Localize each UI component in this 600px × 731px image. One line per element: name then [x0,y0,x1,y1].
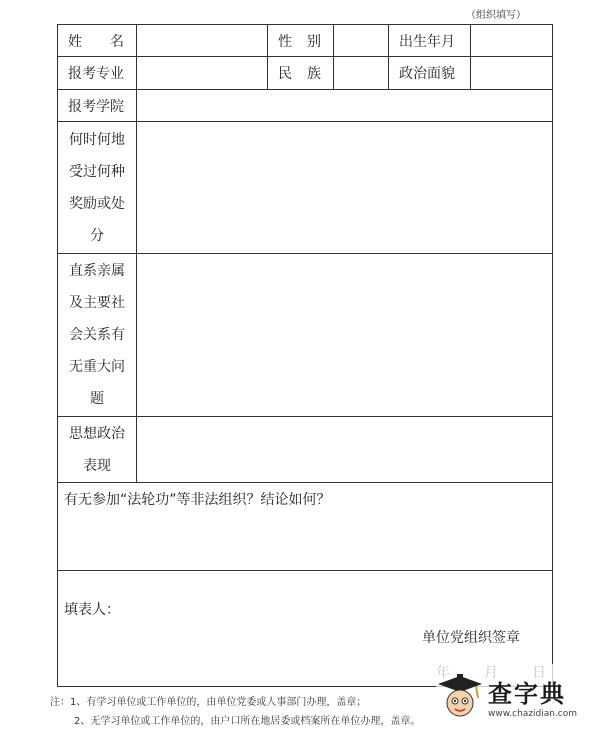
filler-label: 填表人： [64,602,120,618]
ideology-label-line-1: 思想政治 [69,425,125,442]
awards-label-line-1: 何时何地 [69,131,125,148]
relatives-label-line-1: 直系亲属 [69,263,125,279]
awards-label-line-2: 受过何种 [69,163,125,180]
awards-value-cell[interactable] [137,122,553,254]
ethnicity-value-cell[interactable] [334,57,389,90]
ethnicity-label-cell [268,57,334,90]
ideology-value-cell[interactable] [137,417,553,483]
watermark-title: 查字典 [488,679,566,708]
site-watermark [436,664,596,728]
relatives-label-line-4: 无重大问 [69,359,125,375]
name-value-cell[interactable] [137,25,268,57]
relatives-label-line-5: 题 [90,391,104,407]
awards-label [58,122,137,254]
political-status-value-cell[interactable] [471,57,553,90]
ethnicity-label-char-1: 民 [278,66,292,82]
ethnicity-label-char-2: 族 [307,66,321,82]
college-value-cell[interactable] [137,90,553,122]
name-label-cell [58,25,137,57]
gender-label-char-2: 别 [307,33,321,50]
name-label-char-2: 名 [110,33,124,50]
header-note: （组织填写） [466,10,526,21]
footer-note-1: 注：1、有学习单位或工作单位的，由单位党委或人事部门办理，盖章； [50,697,367,708]
major-value-cell[interactable] [137,57,268,90]
seal-label: 单位党组织签章 [422,630,520,646]
ideology-label-line-2: 表现 [83,457,111,474]
political-review-form [57,24,553,687]
ideology-label [58,417,137,483]
relatives-label-line-3: 会关系有 [69,327,125,343]
relatives-label [58,254,137,417]
birth-value-cell[interactable] [471,25,553,57]
graduate-mascot-icon [436,670,484,722]
major-label: 报考专业 [58,57,137,90]
name-label-char-1: 姓 [68,33,82,50]
footer-note-2: 2、无学习单位或工作单位的，由户口所在地居委或档案所在单位办理，盖章。 [74,716,421,727]
awards-label-line-4: 分 [90,227,104,244]
awards-label-line-3: 奖励或处 [69,195,125,212]
birth-label: 出生年月 [389,25,471,57]
gender-label-cell [268,25,334,57]
watermark-url[interactable]: www.chazidian.com [488,708,578,719]
relatives-value-cell[interactable] [137,254,553,417]
falun-gong-question[interactable]: 有无参加“法轮功”等非法组织？结论如何？ [58,483,553,571]
college-label: 报考学院 [58,90,137,122]
footer-notes [50,693,420,731]
gender-label-char-1: 性 [278,33,292,50]
relatives-label-line-2: 及主要社 [69,295,125,311]
political-status-label: 政治面貌 [389,57,471,90]
gender-value-cell[interactable] [334,25,389,57]
